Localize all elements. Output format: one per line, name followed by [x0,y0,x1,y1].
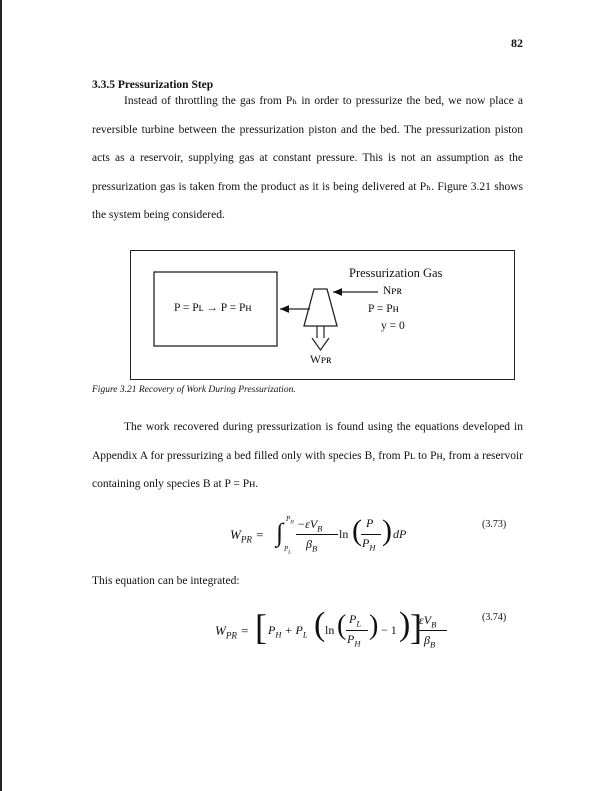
equation-3-73: $W_{PR}$ = ∫ $P_H$ $P_L$ $-\varepsilon V_B$ $\beta_B$ ln ( P $P_H$ ) dP [230,514,407,556]
gas-pressure-label: P = Pʜ [368,303,399,315]
gas-title: Pressurization Gas [349,266,443,280]
paragraph-2: The work recovered during pressurization is found using the equations developed in Appendix A for pressurizing a bed filled only with species B, from Pʟ to Pʜ, from a reservoir containing only species B at P = Pʜ. [92,421,523,490]
equation-number-3-74: (3.74) [482,612,507,623]
section-heading: 3.3.5 Pressurization Step [92,79,214,91]
figure-caption: Figure 3.21 Recovery of Work During Pressurization. [92,385,296,395]
equation-3-74-fraction: $\varepsilon V_B$ $\beta_B$ [419,608,459,658]
gas-composition-label: y = 0 [381,320,405,332]
work-arrow-icon [312,338,329,350]
work-label: Wᴘʀ [310,354,332,366]
equation-3-74: $W_{PR}$ = [ $P_H + P_L$ ( ln ( $P_L$ $P_H$ ) − 1 ) ] [215,606,422,649]
equation-number-3-73: (3.73) [482,519,507,530]
paragraph-1: Instead of throttling the gas from Pₕ in order to pressurize the bed, we now place a reversible turbine between the pressurization piston and the bed. The pressurization piston acts as a reservoir, supplying gas at constant pressure. This is not an assumption as the pressurization gas is taken from the product as it is being delivered at Pₕ. Figure 3.21 shows the system being considered. [92,95,523,221]
paragraph-3: This equation can be integrated: [92,575,240,587]
gas-flow-label: Nᴘʀ [383,285,403,297]
bed-label: P = Pʟ → P = Pʜ [174,302,252,314]
page-number: 82 [511,36,523,50]
turbine-shape [304,289,337,326]
